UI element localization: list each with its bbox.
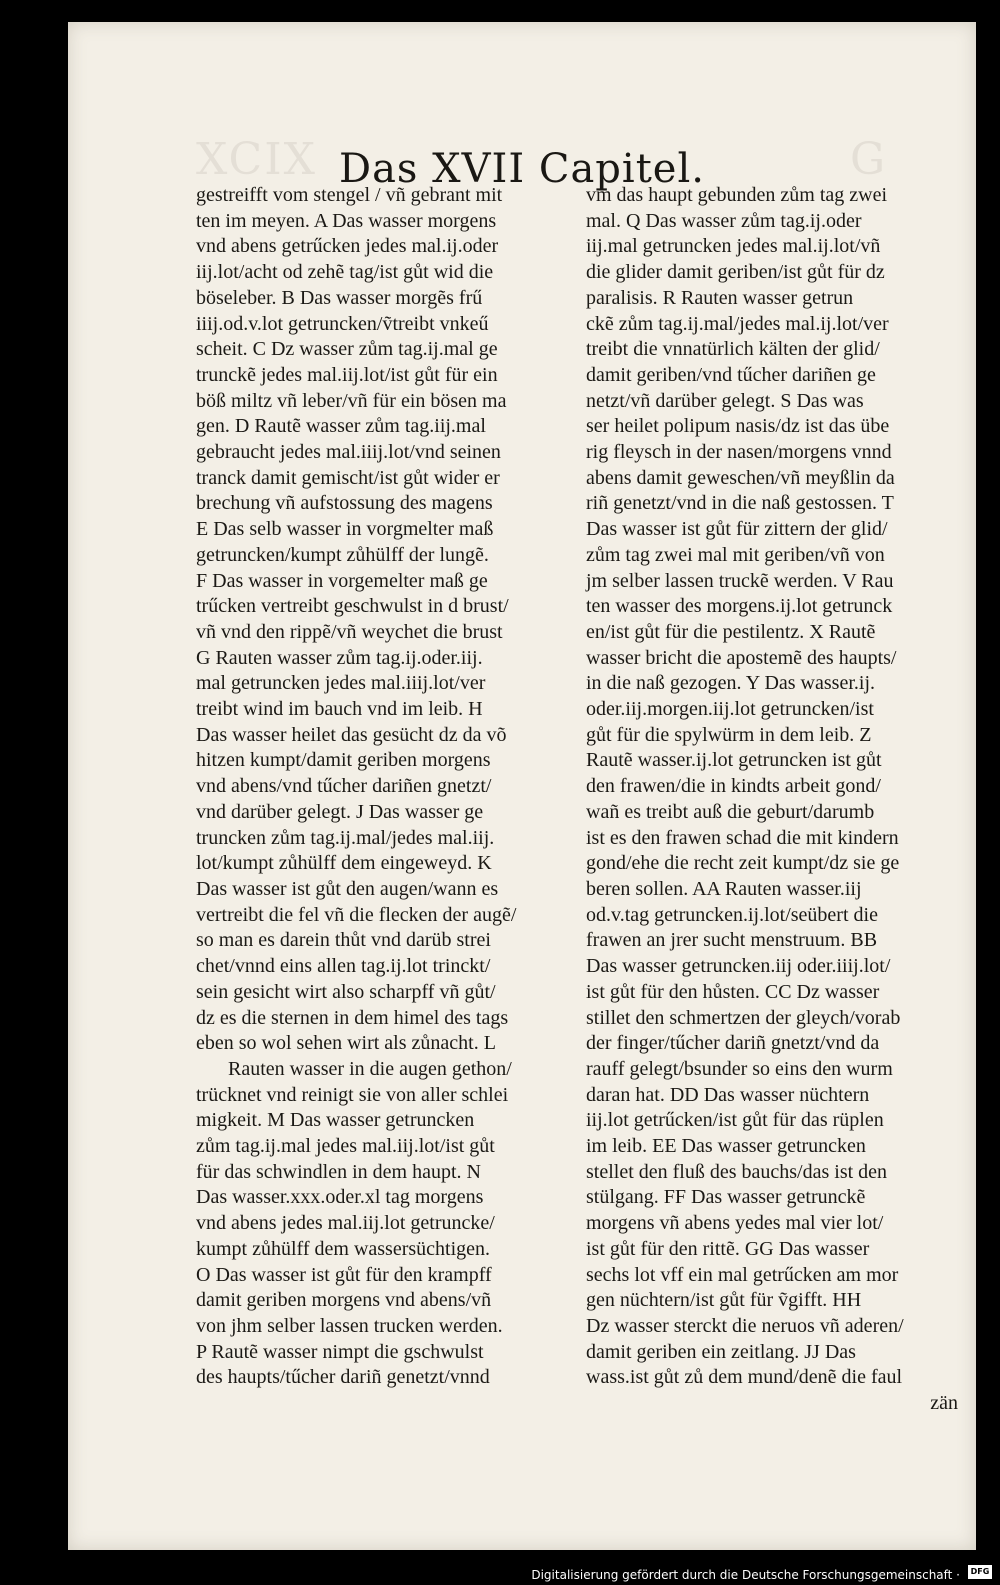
- text-line: Rauten wasser in die augen gethon/: [228, 1057, 512, 1080]
- text-line: vm das haupt gebunden zům tag zwei: [586, 184, 888, 206]
- text-line: trűcken vertreibt geschwulst in d brust/: [196, 595, 509, 618]
- text-line: gen. D Rautẽ wasser zům tag.iij.mal: [196, 415, 486, 438]
- text-line: zům tag zwei mal mit geriben/vñ von: [586, 543, 885, 566]
- text-line: damit geriben/vnd tűcher dariñen ge: [586, 363, 876, 386]
- text-line: jm selber lassen truckẽ werden. V Rau: [586, 569, 894, 592]
- text-line: des haupts/tűcher dariñ genetzt/vnnd: [196, 1366, 490, 1389]
- text-line: ckẽ zům tag.ij.mal/jedes mal.ij.lot/ver: [586, 312, 889, 335]
- text-line: lot/kumpt zůhülff dem eingeweyd. K: [196, 852, 492, 875]
- text-line: iij.mal getruncken jedes mal.ij.lot/vñ: [586, 235, 881, 258]
- text-line: von jhm selber lassen trucken werden.: [196, 1314, 503, 1337]
- text-line: mal getruncken jedes mal.iiij.lot/ver: [196, 672, 486, 695]
- funding-notice: Digitalisierung gefördert durch die Deutsche Forschungsgemeinschaft ·: [531, 1568, 960, 1582]
- dfg-logo: DFG: [968, 1565, 992, 1579]
- text-line: getruncken/kumpt zůhülff der lungẽ.: [196, 543, 489, 566]
- text-line: mal. Q Das wasser zům tag.ij.oder: [586, 209, 862, 232]
- text-line: netzt/vñ darüber gelegt. S Das was: [586, 389, 864, 412]
- text-line: ten wasser des morgens.ij.lot getrunck: [586, 595, 893, 618]
- text-line: damit geriben morgens vnd abens/vñ: [196, 1289, 492, 1312]
- text-line: wañ es treibt auß die geburt/darumb: [586, 800, 875, 823]
- text-line: damit geriben ein zeitlang. JJ Das: [586, 1340, 856, 1363]
- text-line: oder.iij.morgen.iij.lot getruncken/ist: [586, 698, 874, 721]
- text-line: stellet den fluß des bauchs/das ist den: [586, 1160, 888, 1183]
- text-line: vnd abens getrűcken jedes mal.ij.oder: [196, 235, 499, 258]
- chapter-heading: Das XVII Capitel.: [339, 146, 705, 192]
- text-line: dz es die sternen in dem himel des tags: [196, 1006, 509, 1029]
- text-line: ist gůt für den hůsten. CC Dz wasser: [586, 980, 880, 1003]
- footer-bar: [0, 1550, 1000, 1585]
- text-line: truncken zům tag.ij.mal/jedes mal.iij.: [196, 826, 495, 849]
- right-text-column: [586, 183, 968, 1417]
- bleed-through-text: G: [850, 134, 888, 185]
- text-line: treibt die vnnatürlich kälten der glid/: [586, 338, 880, 361]
- text-line: E Das selb wasser in vorgmelter maß: [196, 518, 494, 541]
- text-line: böseleber. B Das wasser morgẽs frű: [196, 286, 483, 309]
- text-line: gůt für die spylwürm in dem leib. Z: [586, 723, 872, 746]
- text-line: wasser bricht die apostemẽ des haupts/: [586, 646, 897, 669]
- text-line: en/ist gůt für die pestilentz. X Rautẽ: [586, 620, 876, 643]
- text-line: iij.lot/acht od zehẽ tag/ist gůt wid die: [196, 261, 494, 284]
- text-line: iiij.od.v.lot getruncken/ṽtreibt vnkeű: [196, 312, 489, 335]
- text-line: vertreibt die fel vñ die flecken der augẽ/: [196, 903, 517, 926]
- text-line: Das wasser ist gůt für zittern der glid/: [586, 518, 888, 541]
- text-line: in die naß gezogen. Y Das wasser.ij.: [586, 672, 875, 695]
- text-line: od.v.tag getruncken.ij.lot/seübert die: [586, 903, 878, 926]
- text-line: vnd abens jedes mal.iij.lot getruncke/: [196, 1212, 495, 1235]
- text-line: trücknet vnd reinigt sie von aller schlei: [196, 1083, 509, 1106]
- text-line: Das wasser ist gůt den augen/wann es: [196, 877, 499, 900]
- text-line: die glider damit geriben/ist gůt für dz: [586, 261, 885, 284]
- text-line: daran hat. DD Das wasser nüchtern: [586, 1083, 870, 1106]
- text-line: rauff gelegt/bsunder so eins den wurm: [586, 1057, 893, 1080]
- text-line: O Das wasser ist gůt für den krampff: [196, 1263, 492, 1286]
- text-line: morgens vñ abens yedes mal vier lot/: [586, 1212, 884, 1235]
- text-line: Das wasser.xxx.oder.xl tag morgens: [196, 1186, 484, 1209]
- text-line: im leib. EE Das wasser getruncken: [586, 1135, 866, 1158]
- text-line: paralisis. R Rauten wasser getrun: [586, 286, 854, 309]
- text-line: vnd abens/vnd tűcher dariñen gnetzt/: [196, 775, 492, 798]
- bleed-through-text: XCIX: [196, 134, 317, 185]
- text-line: stülgang. FF Das wasser getrunckẽ: [586, 1186, 866, 1209]
- text-line: abens damit geweschen/vñ meyßlin da: [586, 466, 895, 489]
- text-line: den frawen/die in kindts arbeit gond/: [586, 775, 881, 798]
- text-line: so man es darein thůt vnd darüb strei: [196, 929, 491, 952]
- text-line: sechs lot vff ein mal getrűcken am mor: [586, 1263, 899, 1286]
- text-line: Das wasser getruncken.iij oder.iiij.lot/: [586, 955, 891, 978]
- text-line: Das wasser heilet das gesücht dz da võ: [196, 723, 507, 746]
- text-line: Rautẽ wasser.ij.lot getruncken ist gůt: [586, 749, 882, 772]
- text-line: G Rauten wasser zům tag.ij.oder.iij.: [196, 646, 483, 669]
- text-line: iij.lot getrűcken/ist gůt für das rüplen: [586, 1109, 884, 1132]
- text-line: ist gůt für den rittẽ. GG Das wasser: [586, 1237, 870, 1260]
- text-line: Dz wasser sterckt die neruos vñ aderen/: [586, 1314, 904, 1337]
- text-line: böß miltz vñ leber/vñ für ein bösen ma: [196, 389, 507, 412]
- text-line: eben so wol sehen wirt als zůnacht. L: [196, 1032, 496, 1055]
- text-line: gond/ehe die recht zeit kumpt/dz sie ge: [586, 852, 900, 875]
- text-line: gen nüchtern/ist gůt für ṽgifft. HH: [586, 1289, 862, 1312]
- text-line: migkeit. M Das wasser getruncken: [196, 1109, 475, 1132]
- text-line: zän: [930, 1392, 958, 1415]
- text-line: vñ vnd den rippẽ/vñ weychet die brust: [196, 620, 503, 643]
- text-line: tranck damit gemischt/ist gůt wider er: [196, 466, 500, 489]
- text-line: vnd darüber gelegt. J Das wasser ge: [196, 800, 484, 823]
- text-line: für das schwindlen in dem haupt. N: [196, 1160, 481, 1183]
- text-line: sein gesicht wirt also scharpff vñ gůt/: [196, 980, 496, 1003]
- text-line: gebraucht jedes mal.iiij.lot/vnd seinen: [196, 441, 501, 464]
- text-line: P Rautẽ wasser nimpt die gschwulst: [196, 1340, 484, 1363]
- text-line: der finger/tűcher dariñ gnetzt/vnd da: [586, 1032, 880, 1055]
- text-line: wass.ist gůt zů dem mund/denẽ die faul: [586, 1366, 903, 1389]
- text-line: stillet den schmertzen der gleych/vorab: [586, 1006, 901, 1029]
- text-line: zům tag.ij.mal jedes mal.iij.lot/ist gůt: [196, 1135, 495, 1158]
- text-line: frawen an jrer sucht menstruum. BB: [586, 929, 878, 952]
- text-line: chet/vnnd eins allen tag.ij.lot trinckt/: [196, 955, 491, 978]
- text-line: beren sollen. AA Rauten wasser.iij: [586, 877, 862, 900]
- text-line: trunckẽ jedes mal.iij.lot/ist gůt für ein: [196, 363, 498, 386]
- text-line: scheit. C Dz wasser zům tag.ij.mal ge: [196, 338, 498, 361]
- text-line: kumpt zůhülff dem wassersüchtigen.: [196, 1237, 491, 1260]
- text-line: rig fleysch in der nasen/morgens vnnd: [586, 441, 892, 464]
- text-line: brechung vñ aufstossung des magens: [196, 492, 493, 515]
- text-line: F Das wasser in vorgemelter maß ge: [196, 569, 488, 592]
- left-text-column: [196, 183, 576, 1391]
- text-line: ist es den frawen schad die mit kindern: [586, 826, 899, 849]
- text-line: ser heilet polipum nasis/dz ist das übe: [586, 415, 890, 438]
- text-line: ten im meyen. A Das wasser morgens: [196, 209, 497, 232]
- text-line: riñ genetzt/vnd in die naß gestossen. T: [586, 492, 894, 515]
- text-line: treibt wind im bauch vnd im leib. H: [196, 698, 483, 721]
- text-line: gestreifft vom stengel / vñ gebrant mit: [196, 184, 503, 206]
- text-line: hitzen kumpt/damit geriben morgens: [196, 749, 491, 772]
